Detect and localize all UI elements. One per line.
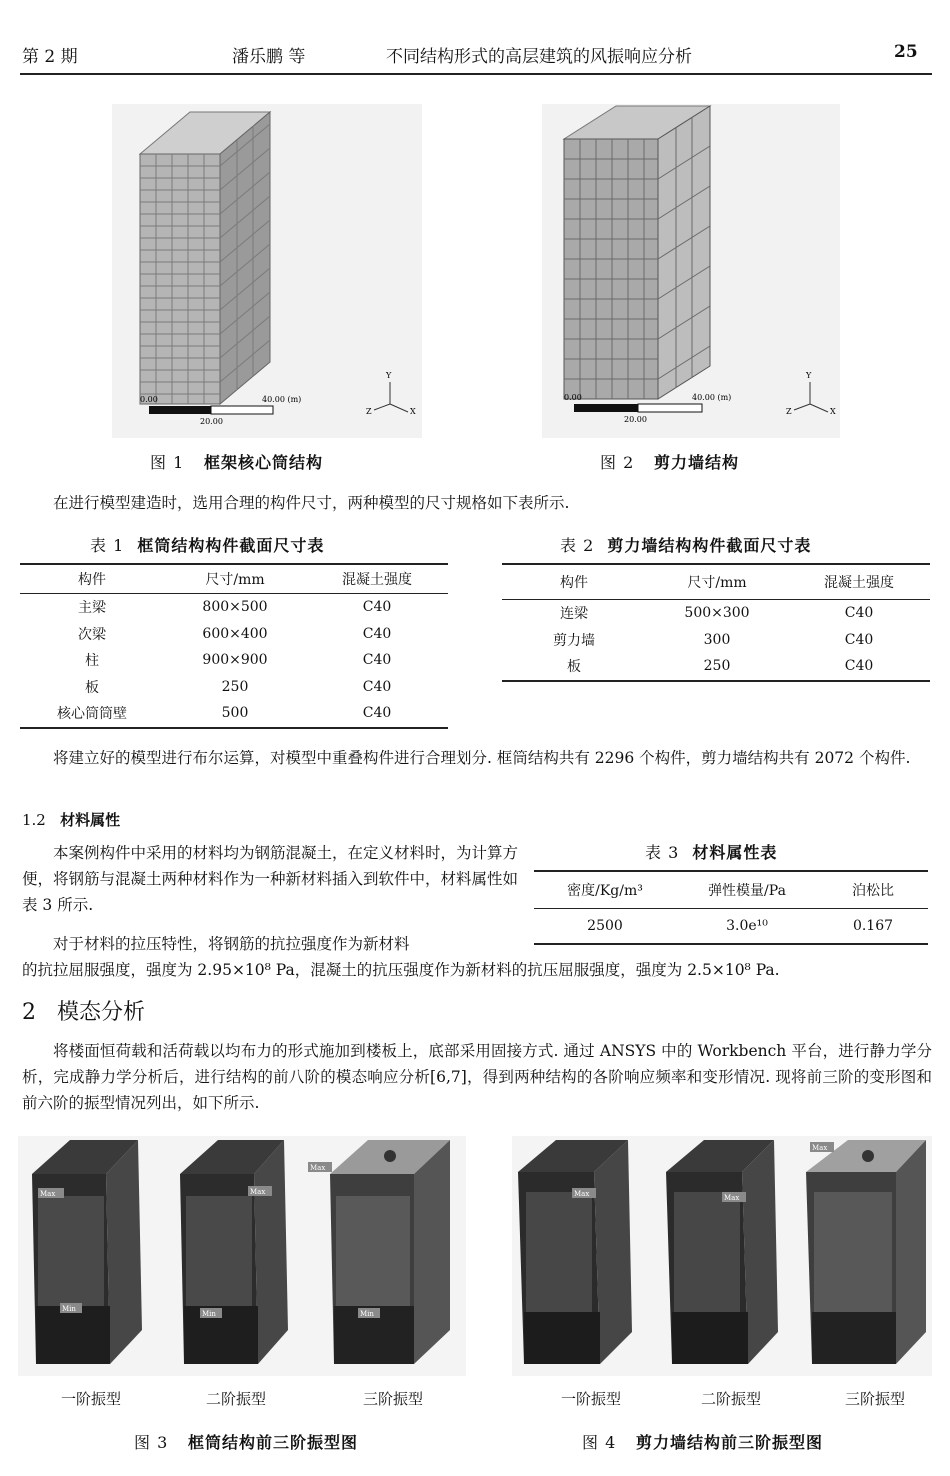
- scale-end: 40.00 (m): [262, 395, 302, 404]
- svg-text:Max: Max: [812, 1144, 828, 1152]
- col-header: 混凝土强度: [306, 564, 448, 594]
- table-row: 次梁 600×400 C40: [78, 625, 392, 643]
- svg-text:Y: Y: [386, 371, 392, 380]
- table-row: 连梁 500×300 C40: [560, 605, 874, 623]
- section-1-2-heading: 1.2 材料属性: [22, 811, 121, 829]
- fig3-label-3: 三阶振型: [362, 1390, 423, 1408]
- svg-text:Min: Min: [62, 1305, 76, 1313]
- svg-text:X: X: [410, 407, 416, 416]
- col-header: 构件: [502, 564, 646, 600]
- intro-paragraph: 在进行模型建造时，选用合理的构件尺寸，两种模型的尺寸规格如下表所示.: [53, 494, 570, 512]
- page-number: 25: [894, 42, 918, 62]
- material-paragraph-1: 本案例构件中采用的材料均为钢筋混凝土，在定义材料时，为计算方便，将钢筋与混凝土两种材料作为一种新材料插入到软件中，材料属性如表 3 所示.: [22, 844, 519, 914]
- svg-text:Max: Max: [310, 1164, 326, 1172]
- table-row: 2500 3.0e¹⁰ 0.167: [534, 909, 928, 945]
- figure-1-caption: 图 1 框架核心筒结构: [150, 453, 324, 472]
- shear-wall-mode-shapes: [512, 1136, 932, 1376]
- table-row: 主梁 800×500 C40: [78, 599, 392, 617]
- fig4-label-2: 二阶振型: [700, 1390, 761, 1408]
- axis-triad-icon: [366, 371, 416, 416]
- table-row: 剪力墙 300 C40: [553, 631, 874, 649]
- col-header: 尺寸/mm: [646, 564, 788, 600]
- section-2-heading: 2 模态分析: [22, 1000, 145, 1025]
- issue-number: 第 2 期: [22, 47, 78, 67]
- header-authors: 潘乐鹏 等: [232, 47, 306, 67]
- svg-text:Max: Max: [40, 1190, 56, 1198]
- table-2: [502, 563, 930, 682]
- scale-end: 40.00 (m): [692, 393, 732, 402]
- col-header: 泊松比: [818, 871, 928, 909]
- svg-text:X: X: [830, 407, 836, 416]
- material-paragraph-2a: 对于材料的拉压特性，将钢筋的抗拉强度作为新材料: [53, 935, 410, 953]
- scale-mid: 20.00: [624, 415, 647, 424]
- figure-2-image: [542, 104, 840, 438]
- table-1: [20, 563, 448, 729]
- mode-3-model: [308, 1140, 450, 1364]
- svg-text:Min: Min: [360, 1310, 374, 1318]
- frame-core-tube-building: [112, 104, 422, 438]
- svg-text:Min: Min: [202, 1310, 216, 1318]
- scale-mid: 20.00: [200, 417, 223, 426]
- fig3-label-2: 二阶振型: [205, 1390, 266, 1408]
- mode-1-model: [518, 1140, 632, 1364]
- boolean-paragraph: 将建立好的模型进行布尔运算，对模型中重叠构件进行合理划分. 框筒结构共有 2296 个构件，剪力墙结构共有 2072 个构件.: [53, 749, 911, 767]
- svg-text:Y: Y: [806, 371, 812, 380]
- table-row: 板 250 C40: [85, 678, 392, 696]
- mode-2-model: [180, 1140, 288, 1364]
- figure-3-caption: 图 3 框筒结构前三阶振型图: [134, 1433, 359, 1452]
- svg-text:Z: Z: [366, 407, 372, 416]
- figure-2-caption: 图 2 剪力墙结构: [600, 453, 740, 472]
- mode-3-model: [806, 1140, 926, 1364]
- table-3: [534, 870, 928, 945]
- fig4-label-1: 一阶振型: [560, 1390, 621, 1408]
- mode-2-model: [666, 1140, 778, 1364]
- axis-triad-icon: [786, 371, 836, 416]
- col-header: 构件: [20, 564, 164, 594]
- material-paragraph-2b: 的抗拉屈服强度，强度为 2.95×10⁸ Pa，混凝土的抗压强度作为新材料的抗压屈服强度，强度为 2.5×10⁸ Pa.: [22, 961, 780, 979]
- table-3-caption: 表 3 材料属性表: [645, 843, 778, 862]
- svg-text:Z: Z: [786, 407, 792, 416]
- svg-text:Max: Max: [250, 1188, 266, 1196]
- shear-wall-building: [542, 104, 840, 438]
- mode-1-model: [32, 1140, 142, 1364]
- scale-start: 0.00: [140, 395, 158, 404]
- header-title: 不同结构形式的高层建筑的风振响应分析: [386, 47, 692, 67]
- col-header: 混凝土强度: [788, 564, 930, 600]
- scale-start: 0.00: [564, 393, 582, 402]
- figure-4-caption: 图 4 剪力墙结构前三阶振型图: [582, 1433, 824, 1452]
- table-row: 板 250 C40: [502, 653, 930, 681]
- table-1-caption: 表 1 框筒结构构件截面尺寸表: [90, 536, 325, 555]
- fig3-label-1: 一阶振型: [60, 1390, 121, 1408]
- figure-4-image: [512, 1136, 932, 1376]
- header-rule: [20, 73, 932, 75]
- modal-paragraph: 将楼面恒荷载和活荷载以均布力的形式施加到楼板上，底部采用固接方式. 通过 ANSYS 中的 Workbench 平台，进行静力学分析，完成静力学分析后，进行结构的前八阶的模态响应分析[6,7]，得到两种结构的各阶响应频率和变形情况. 现将前三阶的变形图和前六阶的振型情况列出，如下所示.: [22, 1042, 932, 1112]
- svg-text:Max: Max: [574, 1190, 590, 1198]
- table-row: 柱 900×900 C40: [85, 652, 392, 670]
- col-header: 密度/Kg/m³: [534, 871, 676, 909]
- col-header: 尺寸/mm: [164, 564, 306, 594]
- col-header: 弹性模量/Pa: [676, 871, 818, 909]
- table-2-caption: 表 2 剪力墙结构构件截面尺寸表: [560, 536, 812, 555]
- fig4-label-3: 三阶振型: [844, 1390, 905, 1408]
- svg-text:Max: Max: [724, 1194, 740, 1202]
- figure-3-image: [18, 1136, 466, 1376]
- frame-tube-mode-shapes: [18, 1136, 466, 1376]
- table-row: 核心筒筒壁 500 C40: [20, 700, 448, 728]
- figure-1-image: [112, 104, 422, 438]
